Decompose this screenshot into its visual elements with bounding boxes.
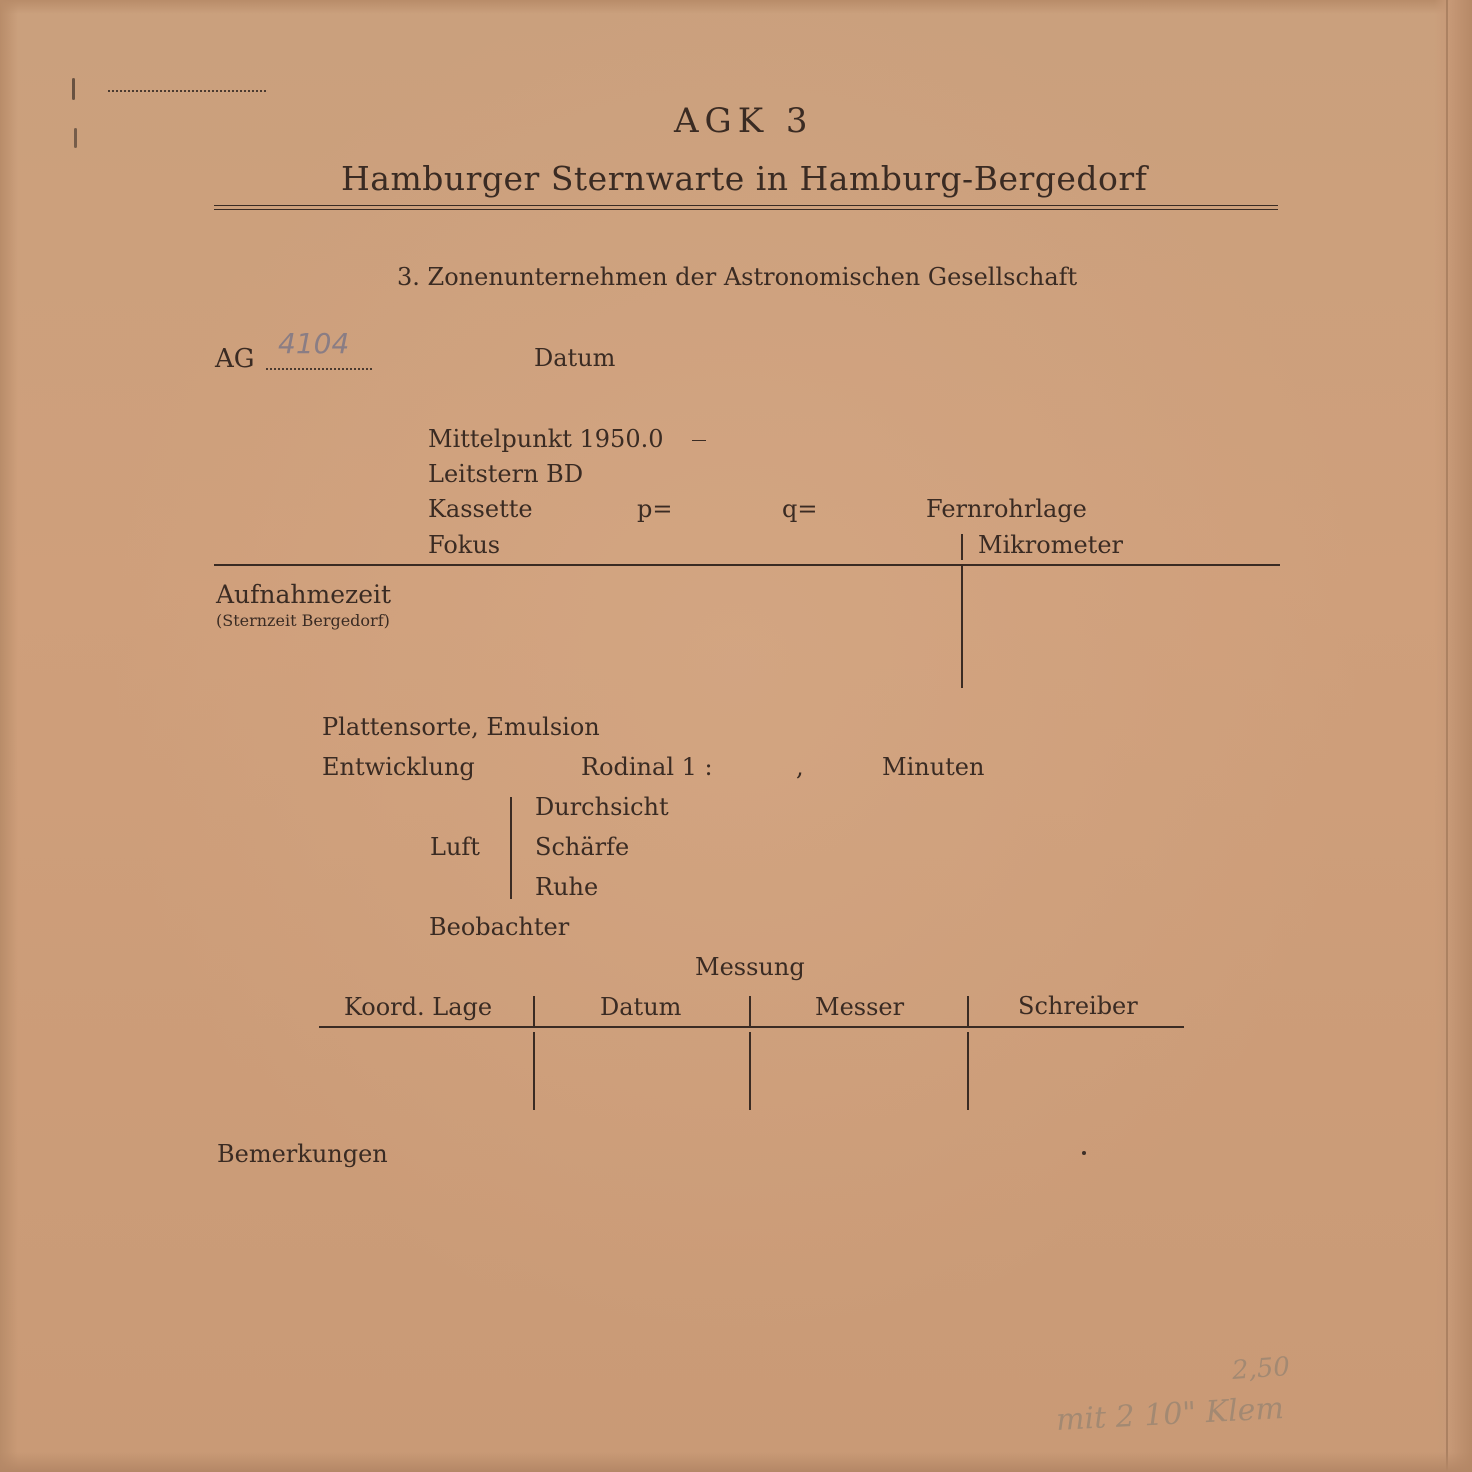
table-header-rule xyxy=(319,1026,1184,1028)
header-rule-top xyxy=(214,205,1278,206)
q-label: q= xyxy=(782,495,818,523)
mikrometer-label: Mikrometer xyxy=(978,531,1123,559)
program-name: 3. Zonenunternehmen der Astronomischen Gesellschaft xyxy=(397,263,1078,291)
pencil-price-note: 2,50 xyxy=(1231,1352,1291,1386)
bemerkungen-label: Bemerkungen xyxy=(217,1140,388,1168)
luft-bracket xyxy=(510,797,512,899)
beobachter-label: Beobachter xyxy=(429,913,570,941)
ink-dot xyxy=(1082,1151,1086,1155)
dash-mark xyxy=(692,440,706,441)
entwicklung-label: Entwicklung xyxy=(322,753,475,781)
column-messer: Messer xyxy=(815,993,905,1021)
comma-mark: , xyxy=(796,753,804,781)
section-rule xyxy=(214,564,1280,566)
column-koord-lage: Koord. Lage xyxy=(344,993,493,1021)
institution-name: Hamburger Sternwarte in Hamburg-Bergedorf xyxy=(341,159,1148,198)
fokus-label: Fokus xyxy=(428,531,501,559)
paper-edge-left xyxy=(0,0,18,1472)
rodinal-label: Rodinal 1 : xyxy=(581,753,713,781)
luft-label: Luft xyxy=(430,833,480,861)
messung-title: Messung xyxy=(695,953,805,981)
paper-edge-right xyxy=(1434,0,1472,1472)
fernrohrlage-label: Fernrohrlage xyxy=(926,495,1087,523)
leitstern-label: Leitstern BD xyxy=(428,460,584,488)
minuten-label: Minuten xyxy=(882,753,985,781)
aufnahmezeit-label: Aufnahmezeit xyxy=(216,580,392,609)
pencil-remark-note: mit 2 10" Klem xyxy=(1055,1391,1285,1438)
column-schreiber: Schreiber xyxy=(1018,992,1138,1020)
ruhe-label: Ruhe xyxy=(535,873,599,901)
table-header-divider xyxy=(967,996,969,1026)
header-rule-bottom xyxy=(214,209,1278,210)
plattensorte-label: Plattensorte, Emulsion xyxy=(322,713,600,741)
table-header-divider xyxy=(533,996,535,1026)
table-column-line xyxy=(533,1032,535,1110)
sternzeit-label: (Sternzeit Bergedorf) xyxy=(216,611,390,630)
paper-edge-bottom xyxy=(0,1452,1472,1472)
mikrometer-divider xyxy=(961,534,963,560)
date-label: Datum xyxy=(534,344,616,372)
durchsicht-label: Durchsicht xyxy=(535,793,669,821)
ag-label: AG xyxy=(215,344,255,374)
ag-number-handwritten: 4104 xyxy=(278,327,350,360)
top-dotted-line xyxy=(108,90,266,92)
mikrometer-column-line xyxy=(961,564,963,688)
mittelpunkt-label: Mittelpunkt 1950.0 xyxy=(428,425,664,453)
table-header-divider xyxy=(749,996,751,1026)
column-datum: Datum xyxy=(600,993,682,1021)
kassette-label: Kassette xyxy=(428,495,533,523)
p-label: p= xyxy=(637,495,673,523)
ink-mark xyxy=(74,128,77,148)
table-column-line xyxy=(749,1032,751,1110)
schaerfe-label: Schärfe xyxy=(535,833,630,861)
paper-edge-top xyxy=(0,0,1472,14)
ink-mark xyxy=(72,78,75,100)
ag-number-line xyxy=(266,368,372,370)
paper-fold-line xyxy=(1446,0,1448,1472)
form-title: AGK 3 xyxy=(674,101,814,141)
table-column-line xyxy=(967,1032,969,1110)
